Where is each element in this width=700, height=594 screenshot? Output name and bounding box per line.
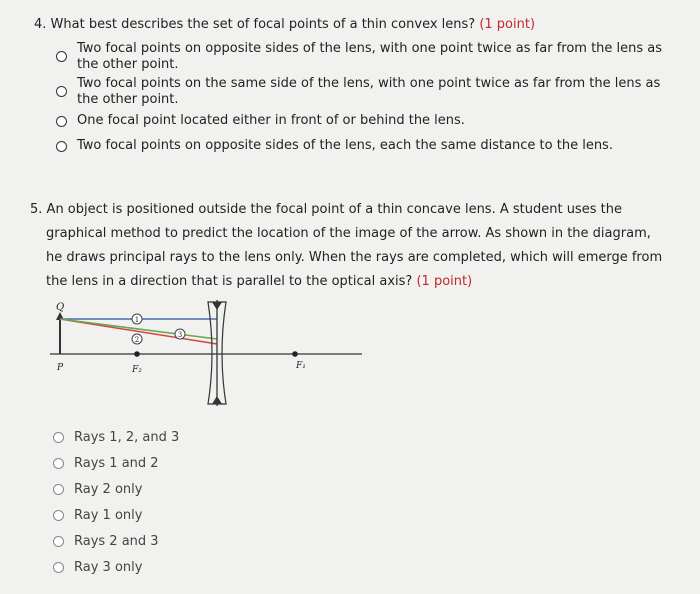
q5-option-4-label: Ray 1 only (74, 508, 143, 523)
q5-option-3[interactable] (53, 482, 142, 498)
object-top-label: Q (56, 302, 65, 313)
ray-2-label: 2 (134, 336, 140, 344)
lens-bottom-arrow (212, 396, 222, 404)
q5-number: 5. (30, 202, 43, 217)
q4-option-2-radio[interactable] (56, 86, 67, 97)
q4-option-1-line2: the other point. (77, 57, 179, 72)
q4-points: (1 point) (479, 17, 536, 32)
q5-line-2: graphical method to predict the location of the image of the arrow. As shown in the diagram, (46, 226, 651, 241)
q5-option-5[interactable] (53, 534, 159, 550)
ray-1-label: 1 (134, 316, 140, 324)
q4-option-1-radio[interactable] (56, 51, 67, 62)
q5-line-1: An object is positioned outside the focal point of a thin concave lens. A student uses the (46, 202, 622, 217)
q4-option-3-radio[interactable] (56, 116, 67, 127)
q5-option-5-label: Rays 2 and 3 (74, 534, 159, 549)
ray-3-label: 3 (177, 331, 183, 339)
q5-option-1-radio[interactable] (53, 432, 64, 443)
q5-option-3-label: Ray 2 only (74, 482, 143, 497)
q4-option-4-radio[interactable] (56, 141, 67, 152)
q4-option-1-line1: Two focal points on opposite sides of the lens, with one point twice as far from the lens as (77, 41, 663, 56)
q5-line-3: he draws principal rays to the lens only. When the rays are completed, which will emerge from (46, 250, 663, 265)
q4-option-2[interactable] (56, 76, 660, 108)
q4-option-2-line1: Two focal points on the same side of the lens, with one point twice as far from the lens as (77, 76, 661, 91)
q5-option-4-radio[interactable] (53, 510, 64, 521)
q4-option-4-label: Two focal points on opposite sides of the lens, each the same distance to the lens. (77, 138, 613, 153)
f2-label: F₂ (132, 365, 142, 375)
q5-option-1-label: Rays 1, 2, and 3 (74, 430, 180, 445)
q5-option-2-label: Rays 1 and 2 (74, 456, 159, 471)
q5-points: (1 point) (416, 274, 473, 289)
q5-option-6[interactable] (53, 560, 142, 576)
q4-option-3[interactable] (56, 113, 465, 129)
q4-option-3-label: One focal point located either in front of or behind the lens. (77, 113, 465, 128)
q5-option-6-label: Ray 3 only (74, 560, 143, 575)
q5-prompt (30, 198, 662, 294)
q4-option-2-line2: the other point. (77, 92, 179, 107)
q5-option-4[interactable] (53, 508, 142, 524)
lens-ray-diagram (40, 292, 380, 412)
q5-option-5-radio[interactable] (53, 536, 64, 547)
q5-line-4: the lens in a direction that is parallel to the optical axis? (46, 274, 413, 289)
q5-option-2[interactable] (53, 456, 159, 472)
q4-text: What best describes the set of focal points of a thin convex lens? (50, 17, 476, 32)
q5-option-3-radio[interactable] (53, 484, 64, 495)
q5-option-2-radio[interactable] (53, 458, 64, 469)
q4-number: 4. (34, 17, 47, 32)
q5-option-1[interactable] (53, 430, 179, 446)
q4-option-1[interactable] (56, 41, 662, 73)
f1-label: F₁ (296, 361, 306, 371)
focal-point-f1 (292, 351, 298, 357)
lens-top-arrow (212, 302, 222, 310)
object-bottom-label: P (57, 363, 64, 373)
q5-option-6-radio[interactable] (53, 562, 64, 573)
q4-prompt (34, 16, 535, 33)
q4-option-4[interactable] (56, 138, 613, 154)
focal-point-f2 (134, 351, 140, 357)
